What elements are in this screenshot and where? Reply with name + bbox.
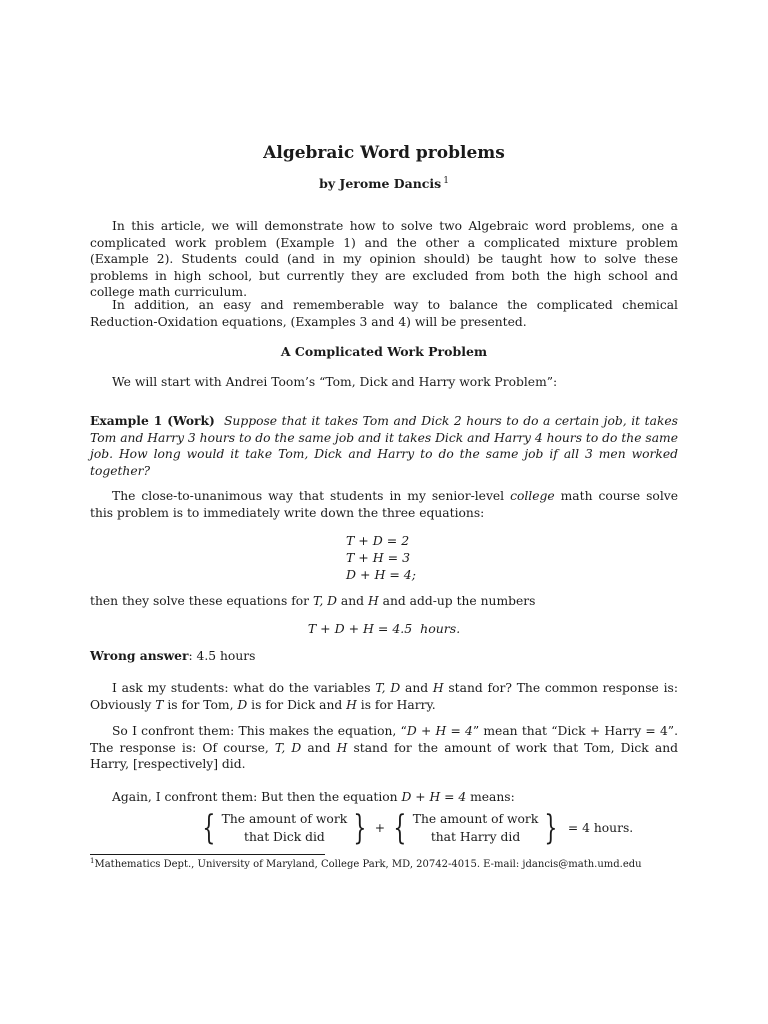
equation-system (346, 532, 416, 583)
text-run: The close-to-unanimous way that students in my senior-level (112, 489, 511, 503)
math-var: H (432, 681, 444, 695)
left-brace-glyph: { (202, 808, 216, 848)
brace-content (220, 810, 350, 846)
wrong-answer-value: : 4.5 hours (188, 649, 256, 663)
example-1 (90, 413, 678, 479)
footnote (90, 857, 690, 870)
start-paragraph: We will start with Andrei Toom’s “Tom, Dick and Harry work Problem”: (112, 375, 558, 389)
text-run: ” mean that “Dick + Harry = 4”. The response is: Of course, (90, 724, 678, 755)
sum-unit: hours. (420, 621, 461, 636)
wrong-answer-label: Wrong answer (90, 648, 189, 663)
intro-paragraph-2: In addition, an easy and rememberable way to balance the complicated chemical Reduction-Oxidation equations, (Examples 3 and 4) will be presented. (90, 298, 678, 329)
left-brace-glyph: { (393, 808, 407, 848)
text-run: math course solve this problem is to immediately write down the three equations: (90, 489, 678, 520)
brace-group-dick (198, 810, 371, 846)
brace-line: that Dick did (244, 830, 325, 844)
math-var: T (155, 697, 164, 712)
section-heading: A Complicated Work Problem (280, 344, 488, 359)
text-run: is for Dick and (247, 697, 347, 712)
math-var: H (336, 740, 348, 755)
footnote-text: Mathematics Dept., University of Maryland, College Park, MD, 20742-4015. E-mail: jdancis@math.umd.edu (94, 859, 642, 870)
ask-paragraph (90, 680, 678, 713)
author-line (90, 176, 678, 191)
intro-paragraph-1: In this article, we will demonstrate how to solve two Algebraic word problems, one a complicated work problem (Example 1) and the other a complicated mixture problem (Example 2). Students could (and in my opinion should) be taught how to solve these problems in high school, but currently they are excluded from both the high school and college math curriculum. (90, 219, 678, 299)
again-paragraph (90, 789, 678, 806)
text-run: is for Tom, (163, 697, 238, 712)
example-text: Suppose that it takes Tom and Dick 2 hours to do a certain job, it takes Tom and Harry 3 hours to do the same job and it takes Dick and Harry 4 hours to do the same job. How long would it take Tom, Dick and Harry to do the same job if all 3 men worked together? (90, 414, 678, 478)
then-paragraph (90, 593, 678, 610)
page-title: Algebraic Word problems (263, 143, 505, 163)
author-name: by Jerome Dancis (319, 176, 442, 191)
math-var: D (237, 697, 248, 712)
text-run: and add-up the numbers (378, 594, 536, 608)
footnote-marker: 1 (443, 176, 449, 186)
math-expression: D + H = 4 (401, 790, 467, 804)
brace-content (411, 810, 541, 846)
text-run: means: (466, 790, 515, 804)
brace-line: The amount of work (221, 812, 348, 826)
math-expression: D + H = 4 (406, 724, 473, 738)
text-run: I ask my students: what do the variables (112, 681, 376, 695)
plus-sign: + (374, 821, 386, 835)
brace-result: = 4 hours. (567, 821, 634, 835)
equation-2: T + H = 3 (346, 550, 411, 565)
sum-equation (90, 621, 678, 636)
footnote-rule (90, 854, 325, 855)
text-run: stand for? The common response is: Obviously (90, 681, 678, 712)
wrong-answer (90, 648, 678, 665)
footnote-number: 1 (90, 857, 95, 865)
math-vars: T, D (375, 681, 401, 695)
brace-equation (198, 810, 633, 846)
text-run: and (337, 594, 368, 608)
brace-line: The amount of work (412, 812, 539, 826)
math-var: H (367, 594, 379, 608)
right-brace-glyph: } (544, 808, 558, 848)
equation-1: T + D = 2 (346, 533, 410, 548)
math-var: H (346, 697, 357, 712)
math-vars: T, D (312, 594, 338, 608)
brace-group-harry (389, 810, 562, 846)
text-run: and (301, 740, 337, 755)
example-heading: Example 1 (Work) (90, 413, 215, 428)
math-vars: T, D (274, 740, 302, 755)
text-run: stand for the amount of work that Tom, Dick and Harry, [respectively] did. (90, 740, 678, 771)
confront-paragraph (90, 723, 678, 773)
equation-3: D + H = 4; (346, 567, 416, 582)
brace-line: that Harry did (430, 830, 521, 844)
text-run: Again, I confront them: But then the equation (112, 790, 402, 804)
emphasis: college (510, 489, 555, 503)
right-brace-glyph: } (353, 808, 367, 848)
close-paragraph (90, 488, 678, 521)
text-run: is for Harry. (356, 697, 436, 712)
text-run: and (400, 681, 433, 695)
sum-expression: T + D + H = 4.5 (307, 621, 413, 636)
text-run: So I confront them: This makes the equation, “ (112, 724, 407, 738)
text-run: then they solve these equations for (90, 594, 313, 608)
